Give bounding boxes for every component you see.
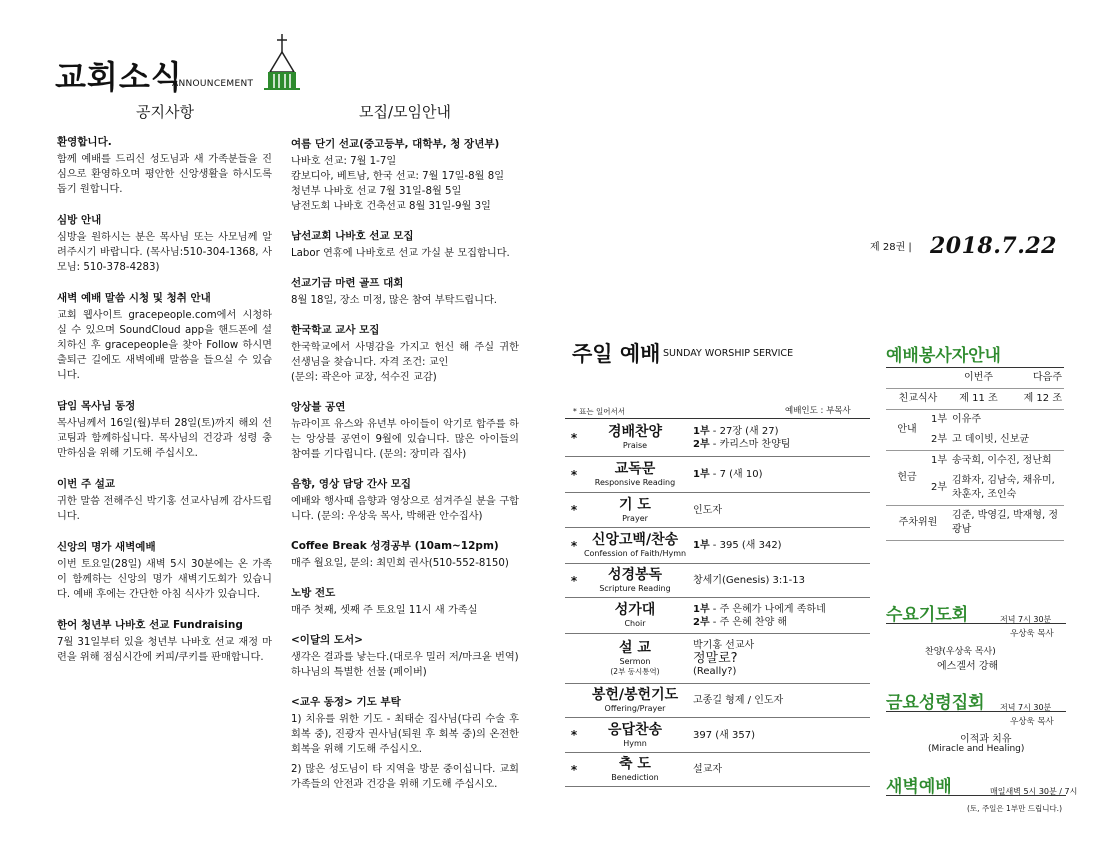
- notice-title: 한어 청년부 나바호 선교 Fundraising: [57, 619, 243, 631]
- standing-note: * 표는 일어서서: [573, 407, 625, 416]
- recruit-heading: 모집/모임안내: [359, 103, 451, 121]
- servers-table: [886, 367, 1064, 541]
- recruit-item: [291, 477, 519, 524]
- order-detail-line: 창세기(Genesis) 3:1-13: [693, 575, 805, 586]
- recruit-line: 하나님의 특별한 선물 (페이버): [291, 667, 427, 678]
- recruit-item: [291, 323, 519, 385]
- recruit-line: (문의: 곽은아 교장, 석수진 교감): [291, 372, 437, 383]
- order-item-ko: 축 도: [619, 756, 651, 772]
- recruit-line: 8월 18일, 장소 미정, 많은 참여 부탁드립니다.: [291, 295, 498, 306]
- order-item-en: Praise: [622, 441, 648, 450]
- order-row: [565, 598, 870, 634]
- recruit-item: [291, 229, 519, 261]
- notice-body: 7월 31일부터 있을 청년부 나바호 선교 재정 마련을 위해 점심시간에 커피/쿠키를 판매합니다.: [57, 637, 272, 663]
- parking-role: 주차위원: [886, 506, 950, 541]
- order-item-en: Hymn: [623, 738, 647, 748]
- usher-1-label: 1부: [930, 414, 948, 425]
- order-item-detail: [687, 729, 870, 742]
- order-item-name: [583, 567, 687, 594]
- order-item-name: [583, 756, 687, 783]
- order-row: [565, 564, 870, 598]
- usher-2: 고 데이빗, 신보균: [950, 430, 1064, 451]
- notice-item: [57, 213, 272, 275]
- notice-body: 목사님께서 16일(월)부터 28일(토)까지 해외 선교팀과 함께하십니다. 목사님의 건강과 성령 충만하심을 위해 기도해 주십시오.: [57, 418, 272, 459]
- recruit-line: Labor 연휴에 나바호로 선교 가실 분 모집합니다.: [291, 248, 510, 259]
- standing-marker: *: [570, 728, 578, 742]
- usher-2-label: 2부: [928, 430, 950, 451]
- recruit-line: 예배와 행사때 음향과 영상으로 섬겨주실 분을 구합니다. (문의: 우상욱 목사, 박해관 안수집사): [291, 496, 519, 522]
- recruit-title: 음향, 영상 담당 간사 모집: [291, 478, 412, 490]
- order-detail-line: 정말로?: [693, 651, 738, 666]
- order-item-name: [583, 722, 687, 749]
- friday-title: 금요성령집회: [886, 693, 985, 713]
- order-item-detail: [687, 574, 870, 587]
- notice-title: 담임 목사님 동정: [57, 400, 136, 412]
- recruit-item: [291, 400, 519, 462]
- order-item-name: [583, 461, 687, 488]
- order-item-ko: 교독문: [614, 461, 656, 477]
- issue-date: 2018.7.22: [930, 233, 1057, 259]
- order-row: [565, 528, 870, 564]
- recruit-line: 뉴라이프 유스와 유년부 아이들이 악기로 합주를 하는 앙상블 공연이 9월에 있습니다. 많은 아이들의 참여를 기다립니다. (문의: 장미라 집사): [291, 419, 519, 460]
- greeting-role: 친교식사: [886, 389, 950, 410]
- notice-body: 귀한 말씀 전해주신 박기홍 선교사님께 감사드립니다.: [57, 496, 272, 522]
- order-item-detail: [687, 603, 870, 629]
- order-item-name: [583, 602, 687, 629]
- order-item-ko: 성경봉독: [607, 567, 663, 583]
- wednesday-title: 수요기도회: [886, 605, 969, 625]
- recruit-title: 여름 단기 선교(중고등부, 대학부, 청 장년부): [291, 138, 500, 150]
- order-item-detail: [687, 468, 870, 481]
- greeting-this: 제 11 조: [950, 389, 1007, 410]
- greeting-next: 제 12 조: [1007, 389, 1064, 410]
- order-detail-line: 2부 - 주 은혜 찬양 해: [693, 616, 788, 628]
- recruit-line: 매주 월요일, 문의: 최민희 권사(510-552-8150): [291, 558, 509, 569]
- order-item-name: [583, 497, 687, 524]
- church-icon: [262, 32, 302, 92]
- servers-col-next: 다음주: [1007, 368, 1064, 389]
- notice-item: [57, 135, 272, 197]
- recruit-line: 매주 첫째, 셋째 주 토요일 11시 새 가족실: [291, 605, 478, 616]
- notice-item: [57, 540, 272, 602]
- servers-header-row: [886, 368, 1064, 389]
- wednesday-sermon: 에스겔서 강해: [937, 661, 999, 672]
- order-item-en: Confession of Faith/Hymn: [583, 549, 687, 558]
- offering-role: 헌금: [886, 451, 928, 506]
- order-item-detail: [687, 539, 870, 552]
- order-item-name: [583, 687, 687, 714]
- order-item-en: Scripture Reading: [599, 584, 671, 593]
- order-detail-line: 1부 - 7 (새 10): [693, 469, 763, 480]
- recruit-item: [291, 137, 519, 214]
- order-detail-line: 고종길 형제 / 인도자: [693, 695, 784, 706]
- table-row: [886, 389, 1064, 410]
- table-row: [886, 506, 1064, 541]
- notice-title: 환영합니다.: [57, 136, 112, 148]
- order-item-name: [583, 424, 687, 451]
- usher-role: 안내: [886, 410, 928, 451]
- order-item-en: Sermon: [619, 657, 651, 666]
- page-subtitle: ANNOUNCEMENT: [172, 79, 254, 89]
- order-item-ko: 경배찬양: [607, 424, 663, 440]
- recruit-line: 2) 많은 성도님이 타 지역을 방문 중이십니다. 교회 가족들의 안전과 건강을 위해 기도해 주십시오.: [291, 764, 519, 790]
- wednesday-leader: 우상욱 목사: [1010, 629, 1054, 639]
- recruit-title: Coffee Break 성경공부 (10am~12pm): [291, 540, 499, 552]
- standing-marker: *: [570, 538, 578, 553]
- recruit-item: [291, 539, 519, 571]
- notice-item: [57, 618, 272, 665]
- wednesday-praise: 찬양(우상욱 목사): [925, 647, 996, 657]
- order-detail-line: 인도자: [693, 504, 722, 516]
- parking: 김준, 박영길, 박재형, 정광남: [950, 506, 1064, 541]
- servers-col-this: 이번주: [950, 368, 1007, 389]
- recruit-item: [291, 276, 519, 308]
- offering-2-label: 2부: [928, 471, 950, 506]
- order-detail-line: 397 (새 357): [693, 729, 755, 741]
- recruit-title: 한국학교 교사 모집: [291, 324, 380, 336]
- order-row: [565, 634, 870, 684]
- order-row: [565, 684, 870, 718]
- order-item-en: Responsive Reading: [594, 478, 676, 487]
- order-row: [565, 419, 870, 457]
- notices-column: [57, 135, 272, 681]
- table-row: [886, 451, 1064, 472]
- offering-1: 송국희, 이수진, 정난희: [952, 455, 1052, 466]
- dawn-title: 새벽예배: [886, 777, 952, 797]
- recruit-line: 한국학교에서 사명감을 가지고 헌신 해 주실 귀한 선생님을 찾습니다. 자격 조건: 교인: [291, 342, 519, 368]
- order-detail-line: 1부 - 주 은혜가 나에게 족하네: [693, 603, 826, 615]
- notice-title: 이번 주 설교: [57, 478, 116, 490]
- order-detail-line: 1부 - 27장 (새 27): [693, 425, 779, 437]
- notice-item: [57, 477, 272, 524]
- recruit-title: 노방 전도: [291, 587, 336, 599]
- recruit-title: 남선교회 나바호 선교 모집: [291, 230, 414, 242]
- servers-title: 예배봉사자안내: [886, 346, 1001, 366]
- recruit-title: 앙상블 공연: [291, 401, 346, 413]
- notice-title: 심방 안내: [57, 214, 102, 226]
- recruit-line: 나바호 선교: 7월 1-7일: [291, 156, 397, 167]
- order-item-name: [583, 532, 687, 559]
- worship-subtitle: SUNDAY WORSHIP SERVICE: [663, 348, 794, 359]
- order-item-detail: [687, 694, 870, 707]
- order-item-ko: 신앙고백/찬송: [591, 532, 679, 548]
- standing-marker: *: [570, 573, 578, 588]
- notice-title: 새벽 예배 말씀 시청 및 청취 안내: [57, 292, 211, 304]
- offering-2: 김화자, 김남숙, 채유미, 차훈자, 조인숙: [950, 471, 1064, 506]
- recruit-item: [291, 633, 519, 680]
- recruit-title: <이달의 도서>: [291, 634, 363, 646]
- recruit-line: 청년부 나바호 선교 7월 31일-8월 5일: [291, 186, 462, 197]
- order-item-name: [583, 640, 687, 677]
- order-item-ko: 봉헌/봉헌기도: [591, 687, 679, 703]
- order-item-extra: (2부 동시통역): [610, 667, 660, 676]
- offering-1-label: 1부: [930, 455, 948, 466]
- order-item-ko: 설 교: [619, 640, 651, 656]
- recruit-item: [291, 695, 519, 792]
- notice-body: 교회 웹사이트 gracepeople.com에서 시청하실 수 있으며 SoundCloud app을 핸드폰에 설치하신 후 gracepeople을 찾아 Follow 하시면 출퇴근 길에도 새벽예배 말씀을 들으실 수 있습니다.: [57, 310, 272, 381]
- friday-sermon: 이적과 치유: [960, 734, 1012, 745]
- recruit-line: 생각은 결과를 낳는다.(대로우 밀러 저/마크윤 번역): [291, 652, 519, 663]
- order-item-ko: 응답찬송: [607, 721, 663, 738]
- leader-note: 예배인도 : 부목사: [785, 406, 851, 416]
- dawn-time: 매일새벽 5시 30분 / 7시: [990, 787, 1078, 796]
- worship-title: 주일 예배: [572, 342, 661, 366]
- order-item-en: Offering/Prayer: [604, 704, 666, 713]
- page-title: 교회소식: [55, 58, 183, 96]
- friday-leader: 우상욱 목사: [1010, 717, 1054, 727]
- notice-body: 이번 토요일(28일) 새벽 5시 30분에는 온 가족이 함께하는 신앙의 명가 새벽기도회가 있습니다. 예배 후에는 간단한 아침 식사가 있습니다.: [57, 559, 272, 600]
- order-of-service: [565, 418, 870, 787]
- friday-sermon-english: (Miracle and Healing): [928, 744, 1025, 754]
- order-item-detail: [687, 504, 870, 517]
- usher-1: 이유주: [952, 414, 981, 425]
- notice-item: [57, 291, 272, 383]
- notice-body: 함께 예배를 드리신 성도님과 새 가족분들을 진심으로 환영하오며 평안한 신앙생활을 하시도록 돕기 원합니다.: [57, 154, 272, 195]
- recruit-line: 남전도회 나바호 건축선교 8월 31일-9월 3일: [291, 201, 491, 212]
- order-detail-line: 2부 - 카리스마 찬양팀: [693, 438, 791, 450]
- order-detail-line: 1부 - 395 (새 342): [693, 540, 782, 551]
- notice-title: 신앙의 명가 새벽예배: [57, 541, 156, 553]
- notice-body: 심방을 원하시는 분은 목사님 또는 사모님께 알려주시기 바랍니다. (목사님:510-304-1368, 사모님: 510-378-4283): [57, 232, 272, 273]
- standing-marker: *: [570, 467, 578, 482]
- order-detail-line: 설교자: [693, 764, 722, 775]
- order-row: [565, 493, 870, 528]
- order-row: [565, 753, 870, 787]
- standing-marker: *: [570, 762, 578, 777]
- order-item-en: Benediction: [611, 773, 659, 782]
- notices-heading: 공지사항: [136, 103, 194, 121]
- recruit-title: 선교기금 마련 골프 대회: [291, 277, 404, 289]
- order-row: [565, 718, 870, 753]
- order-item-ko: 성가대: [614, 602, 656, 618]
- notice-item: [57, 399, 272, 461]
- table-row: [886, 410, 1064, 431]
- dawn-note: (토, 주일은 1부만 드립니다.): [967, 804, 1062, 813]
- recruit-line: 1) 치유를 위한 기도 - 최태순 집사님(다리 수술 후 회복 중), 진광자 권사님(퇴원 후 회복 중)의 온전한 회복을 위해 기도해 주십시오.: [291, 714, 519, 755]
- issue-volume: 제 28권 |: [870, 242, 912, 253]
- recruit-column: [291, 137, 519, 807]
- recruit-line: 캄보디아, 베트남, 한국 선교: 7월 17일-8월 8일: [291, 171, 505, 182]
- friday-time: 저녁 7시 30분: [1000, 703, 1052, 712]
- order-item-detail: [687, 425, 870, 451]
- order-item-en: Choir: [624, 619, 646, 628]
- standing-marker: *: [570, 430, 578, 445]
- order-item-ko: 기 도: [619, 496, 651, 513]
- standing-marker: *: [570, 503, 578, 517]
- recruit-item: [291, 586, 519, 618]
- order-row: [565, 457, 870, 493]
- order-item-en: Prayer: [622, 513, 648, 523]
- order-detail-line: 박기홍 선교사: [693, 640, 755, 651]
- order-item-detail: [687, 763, 870, 776]
- recruit-title: <교우 동정> 기도 부탁: [291, 696, 401, 708]
- order-detail-line: (Really?): [693, 666, 737, 677]
- wednesday-time: 저녁 7시 30분: [1000, 615, 1052, 624]
- order-item-detail: [687, 639, 870, 678]
